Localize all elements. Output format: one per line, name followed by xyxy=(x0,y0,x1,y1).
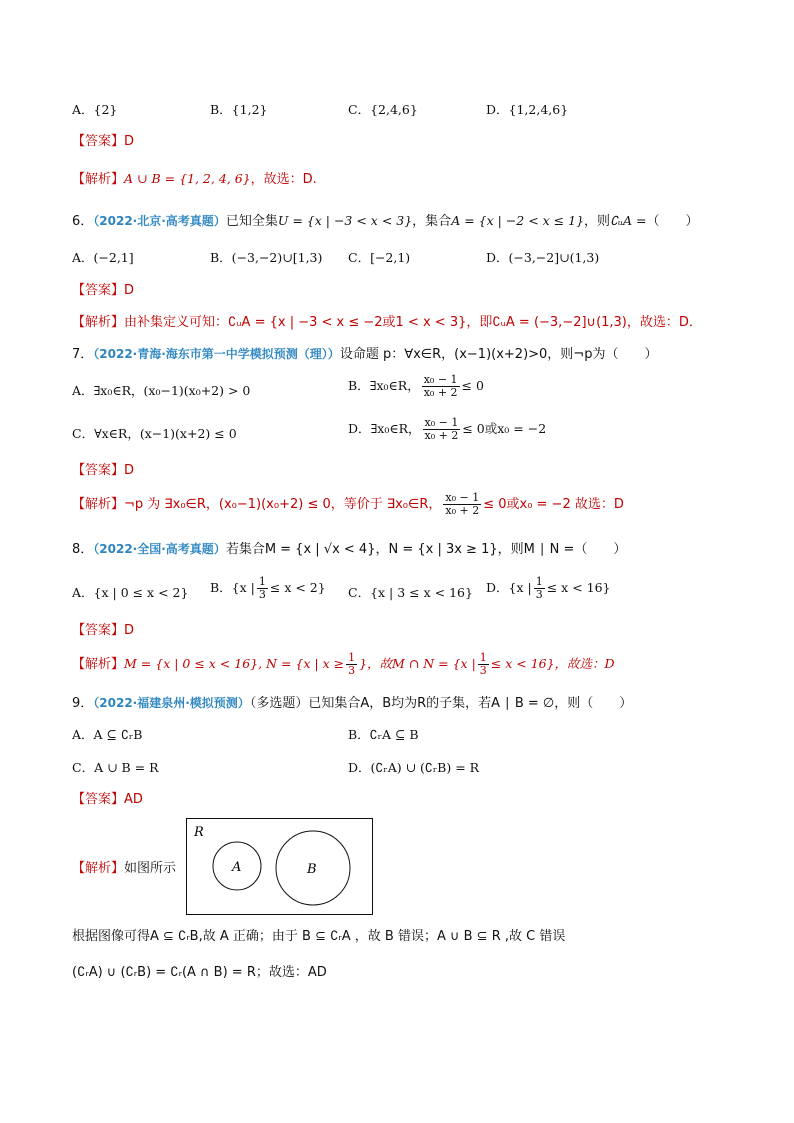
universal-set-box xyxy=(187,819,373,915)
analysis-tag: 【解析】 xyxy=(72,172,125,187)
stem-text: 若集合M = {x | √x < 4}，N = {x | 3x ≥ 1}，则M ∣ N =（ ） xyxy=(225,542,627,557)
q6-answer xyxy=(72,282,134,300)
q9-analysis-line-2 xyxy=(72,964,327,982)
fraction-denominator: x₀ + 2 xyxy=(424,429,459,442)
analysis-text: (∁ᵣA) ∪ (∁ᵣB) = ∁ᵣ(A ∩ B) = R；故选：AD xyxy=(72,965,327,980)
fraction-numerator: 1 xyxy=(479,651,487,664)
analysis-tag: 【解析】 xyxy=(72,861,125,876)
option-prefix: B．{x | xyxy=(210,580,255,595)
q9-stem xyxy=(72,694,632,713)
q9-analysis-line-1 xyxy=(72,928,565,946)
q6-analysis xyxy=(72,314,702,332)
answer-value: D xyxy=(124,134,135,149)
q6-option-d: D．(−3,−2]∪(1,3) xyxy=(486,250,600,265)
q8-answer xyxy=(72,622,134,640)
fraction xyxy=(422,374,460,399)
analysis-math: A ∪ B = {1, 2, 4, 6} xyxy=(124,171,251,186)
set-b-label: B xyxy=(307,862,317,877)
stem-math: U = {x | −3 < x < 3} xyxy=(277,213,413,228)
stem-paren: （ ） xyxy=(646,214,699,229)
q7-answer xyxy=(72,462,134,480)
question-number: 6． xyxy=(72,214,94,229)
q8-analysis xyxy=(72,652,615,677)
q7-option-a: A．∃x₀∈R，(x₀−1)(x₀+2) > 0 xyxy=(72,383,251,398)
fraction xyxy=(423,417,461,442)
fraction-numerator: x₀ − 1 xyxy=(424,416,459,429)
set-r-label: R xyxy=(194,825,204,840)
fraction xyxy=(443,492,481,517)
q9-analysis xyxy=(72,860,176,878)
q7-analysis xyxy=(72,492,624,517)
q8-stem xyxy=(72,540,626,559)
q8-option-d xyxy=(486,576,611,601)
analysis-tag: 【解析】 xyxy=(72,657,125,672)
question-source: （2022·北京·高考真题） xyxy=(93,214,226,228)
analysis-text: ¬p 为 ∃x₀∈R，(x₀−1)(x₀+2) ≤ 0，等价于 ∃x₀∈R， xyxy=(124,497,442,512)
q8-option-a: A．{x | 0 ≤ x < 2} xyxy=(72,585,189,600)
answer-tag: 【答案】 xyxy=(72,134,125,149)
venn-diagram xyxy=(186,818,374,916)
analysis-tag: 【解析】 xyxy=(72,315,125,330)
q6-option-b: B．(−3,−2)∪[1,3) xyxy=(210,250,323,265)
question-source: （2022·全国·高考真题） xyxy=(93,542,226,556)
q7-stem xyxy=(72,345,657,364)
q9-option-c: C．A ∪ B = R xyxy=(72,760,159,775)
q8-option-c: C．{x | 3 ≤ x < 16} xyxy=(348,585,473,600)
stem-text: ，集合 xyxy=(412,214,452,229)
analysis-text: 由补集定义可知：∁ᵤA = {x | −3 < x ≤ −2或1 < x < 3}，即∁ᵤA = (−3,−2]∪(1,3)，故选：D． xyxy=(124,315,702,330)
q9-option-a: A．A ⊆ ∁ᵣB xyxy=(72,727,143,742)
fraction-numerator: 1 xyxy=(258,575,266,588)
fraction xyxy=(534,576,545,601)
answer-value: AD xyxy=(124,792,143,807)
q9-answer xyxy=(72,791,143,809)
fraction-denominator: x₀ + 2 xyxy=(445,504,480,517)
answer-tag: 【答案】 xyxy=(72,623,125,638)
analysis-text: 根据图像可得A ⊆ ∁ᵣB,故 A 正确；由于 B ⊆ ∁ᵣA ，故 B 错误；A ∪ B ⊆ R ,故 C 错误 xyxy=(72,929,566,944)
fraction-denominator: 3 xyxy=(348,664,356,677)
option-suffix: ≤ x < 2} xyxy=(269,580,326,595)
stem-math: ∁ᵤA = xyxy=(610,213,647,228)
fraction-denominator: 3 xyxy=(258,588,266,601)
analysis-math: }，故M ∩ N = {x | xyxy=(359,656,476,671)
fraction xyxy=(346,652,357,677)
q7-option-c: C．∀x∈R，(x−1)(x+2) ≤ 0 xyxy=(72,426,237,441)
fraction-denominator: 3 xyxy=(479,664,487,677)
analysis-text: ，故选：D. xyxy=(250,172,317,187)
q5-answer xyxy=(72,133,134,151)
question-source: （2022·青海·海东市第一中学模拟预测（理）） xyxy=(93,347,340,361)
answer-tag: 【答案】 xyxy=(72,283,125,298)
q7-option-d xyxy=(348,417,546,442)
answer-value: D xyxy=(124,623,135,638)
option-suffix: ≤ 0或x₀ = −2 xyxy=(462,421,547,436)
question-source: （2022·福建泉州·模拟预测） xyxy=(93,696,250,710)
analysis-tag: 【解析】 xyxy=(72,497,125,512)
fraction-numerator: x₀ − 1 xyxy=(445,491,480,504)
q5-analysis xyxy=(72,170,317,189)
answer-value: D xyxy=(124,283,135,298)
set-a-label: A xyxy=(232,860,242,875)
option-prefix: D．∃x₀∈R， xyxy=(348,421,421,436)
fraction xyxy=(257,576,268,601)
q5-option-c: C．{2,4,6} xyxy=(348,102,418,117)
option-prefix: D．{x | xyxy=(486,580,532,595)
q5-option-a: A．{2} xyxy=(72,102,118,117)
q6-option-a: A．(−2,1] xyxy=(72,250,134,265)
fraction-denominator: x₀ + 2 xyxy=(423,386,458,399)
stem-text: 已知全集 xyxy=(225,214,278,229)
answer-tag: 【答案】 xyxy=(72,792,125,807)
stem-text: ，则 xyxy=(584,214,611,229)
option-prefix: B．∃x₀∈R， xyxy=(348,378,420,393)
analysis-math: M = {x | 0 ≤ x < 16}, N = {x | x ≥ xyxy=(124,656,345,671)
option-suffix: ≤ x < 16} xyxy=(546,580,611,595)
fraction-denominator: 3 xyxy=(535,588,543,601)
analysis-text: 如图所示 xyxy=(124,861,177,876)
q6-stem xyxy=(72,212,698,231)
option-suffix: ≤ 0 xyxy=(461,378,484,393)
fraction xyxy=(478,652,489,677)
stem-text: 设命题 p：∀x∈R，(x−1)(x+2)>0，则¬p为（ ） xyxy=(339,347,658,362)
question-number: 9． xyxy=(72,696,94,711)
analysis-text: ≤ 0或x₀ = −2 故选：D xyxy=(483,497,624,512)
q5-option-d: D．{1,2,4,6} xyxy=(486,102,569,117)
q7-option-b xyxy=(348,374,484,399)
q5-option-b: B．{1,2} xyxy=(210,102,268,117)
fraction-numerator: 1 xyxy=(535,575,543,588)
q6-option-c: C．[−2,1) xyxy=(348,250,411,265)
q8-option-b xyxy=(210,576,326,601)
stem-text: （多选题）已知集合A，B均为R的子集，若A ∣ B = ∅，则（ ） xyxy=(249,696,633,711)
question-number: 7． xyxy=(72,347,94,362)
q9-option-d: D．(∁ᵣA) ∪ (∁ᵣB) = R xyxy=(348,760,480,775)
fraction-numerator: 1 xyxy=(348,651,356,664)
analysis-math: ≤ x < 16}，故选：D xyxy=(490,656,615,671)
stem-math: A = {x | −2 < x ≤ 1} xyxy=(451,213,585,228)
q9-option-b: B．∁ᵣA ⊆ B xyxy=(348,727,419,742)
answer-tag: 【答案】 xyxy=(72,463,125,478)
question-number: 8． xyxy=(72,542,94,557)
answer-value: D xyxy=(124,463,135,478)
fraction-numerator: x₀ − 1 xyxy=(423,373,458,386)
